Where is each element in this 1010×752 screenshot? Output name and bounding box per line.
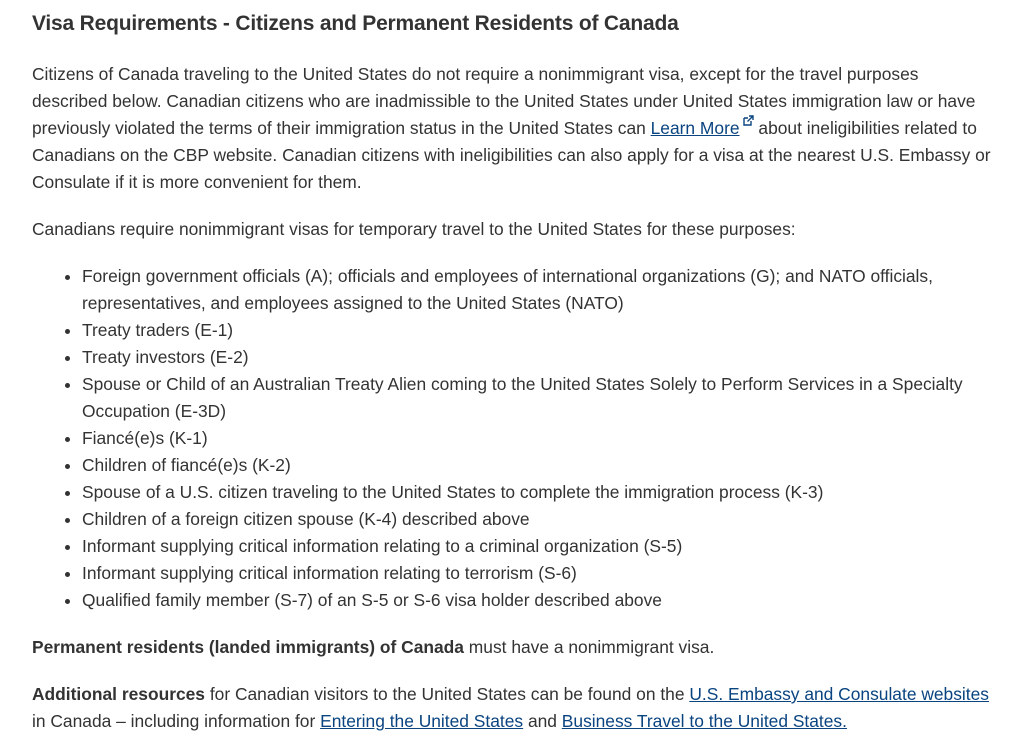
- list-item: • Qualified family member (S-7) of an S-5 or S-6 visa holder described above: [82, 587, 992, 614]
- purposes-list: [32, 263, 992, 614]
- list-item: • Foreign government officials (A); officials and employees of international organizations (G); and NATO officials, representatives, and employees assigned to the United States (NATO): [82, 263, 992, 317]
- list-item: • Treaty traders (E-1): [82, 317, 992, 344]
- permanent-residents-bold: Permanent residents (landed immigrants) of Canada: [32, 637, 464, 657]
- additional-text-3: and: [523, 711, 562, 731]
- external-link-icon: [742, 115, 754, 127]
- list-item: • Children of a foreign citizen spouse (K-4) described above: [82, 506, 992, 533]
- learn-more-link[interactable]: [651, 118, 754, 138]
- intro-text-part2: about ineligibilities related to Canadians on the CBP website. Canadian citizens with ineligibilities can also apply for a visa at the nearest U.S. Embassy or Consulate if it is more convenient for them.: [32, 118, 991, 192]
- list-item: • Informant supplying critical information relating to a criminal organization (S-5): [82, 533, 992, 560]
- intro-text-part1: Citizens of Canada traveling to the United States do not require a nonimmigrant visa, except for the travel purposes described below. Canadian citizens who are inadmissible to the United States under United States immigration law or have previously violated the terms of their immigration status in the United States can: [32, 64, 976, 138]
- additional-text-1: for Canadian visitors to the United States can be found on the: [204, 684, 690, 704]
- purposes-intro: Canadians require nonimmigrant visas for temporary travel to the United States for these purposes:: [32, 219, 796, 239]
- list-item: • Treaty investors (E-2): [82, 344, 992, 371]
- intro-paragraph: [32, 61, 992, 196]
- permanent-residents-paragraph: [32, 634, 992, 661]
- additional-resources-bold: Additional resources: [32, 684, 205, 704]
- permanent-residents-text: must have a nonimmigrant visa.: [463, 637, 715, 657]
- additional-text-2: in Canada – including information for: [32, 711, 321, 731]
- list-item: • Children of fiancé(e)s (K-2): [82, 452, 992, 479]
- additional-resources-paragraph: [32, 681, 992, 735]
- list-item: • Fiancé(e)s (K-1): [82, 425, 992, 452]
- learn-more-label: Learn More: [650, 118, 740, 138]
- page-title: Visa Requirements - Citizens and Permanent Residents of Canada: [32, 12, 679, 35]
- list-item: • Spouse or Child of an Australian Treaty Alien coming to the United States Solely to Perform Services in a Specialty Occupation (E-3D): [82, 371, 992, 425]
- list-item: • Spouse of a U.S. citizen traveling to the United States to complete the immigration process (K-3): [82, 479, 992, 506]
- embassy-websites-link[interactable]: U.S. Embassy and Consulate websites: [689, 684, 989, 704]
- list-item: • Informant supplying critical information relating to terrorism (S-6): [82, 560, 992, 587]
- entering-us-link[interactable]: Entering the United States: [320, 711, 524, 731]
- business-travel-link[interactable]: Business Travel to the United States.: [561, 711, 847, 731]
